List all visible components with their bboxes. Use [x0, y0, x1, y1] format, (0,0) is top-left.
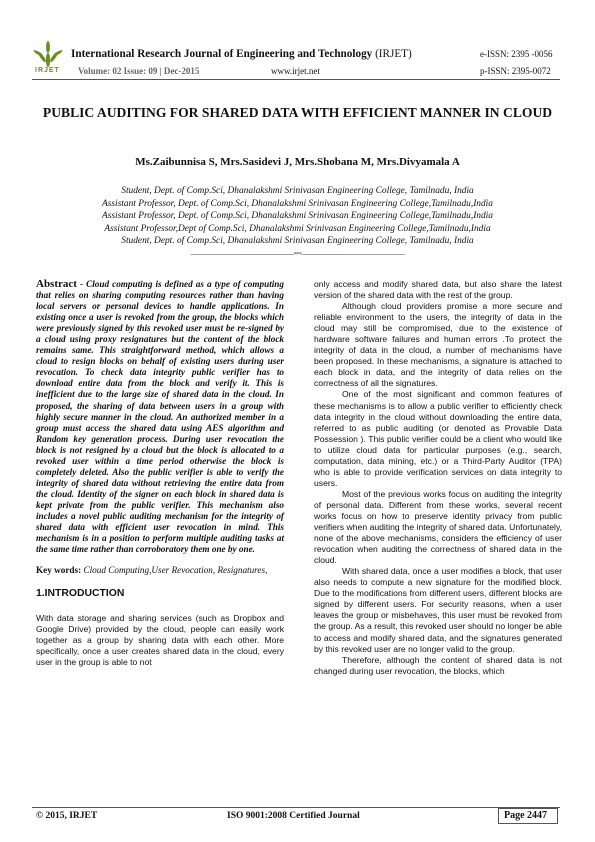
- affiliation-line: Student, Dept. of Comp.Sci, Dhanalakshmi Srinivasan Engineering College, Tamilnadu, India: [121, 236, 474, 247]
- body-paragraph: Although cloud providers promise a more secure and reliable environment to the users, the integrity of data in the cloud may still be compromised, due to the existence of hardware software failures and human errors .To protect the integrity of data in the cloud, a number of mechanisms have been proposed. In these mechanisms, a signature is attached to each block in data, and the integrity of data relies on the correctness of all the signatures.: [314, 301, 562, 389]
- logo-text: IRJET: [35, 67, 60, 74]
- abstract: [36, 279, 284, 555]
- journal-header: [0, 0, 595, 78]
- footer-iso: ISO 9001:2008 Certified Journal: [227, 811, 360, 821]
- journal-name: International Research Journal of Engineering and Technology: [71, 48, 373, 60]
- journal-website: www.irjet.net: [271, 66, 320, 76]
- keywords-text: Cloud Computing,User Revocation, Resignatures,: [81, 565, 268, 576]
- keywords-label: Key words:: [36, 565, 82, 576]
- section-heading-introduction: 1.INTRODUCTION: [36, 588, 125, 600]
- p-issn: p-ISSN: 2395-0072: [480, 66, 551, 76]
- body-paragraph: With shared data, once a user modifies a block, that user also needs to compute a new signature for the modified block. Due to the modifications from different users, different blocks are signed by different users. For security reasons, when a user leaves the group or misbehaves, this user must be revoked from the group. As a result, this revoked user should no longer be able to access and modify shared data, and the signatures generated by this revoked user are no longer valid to the group.: [314, 566, 562, 654]
- affiliation-line: Student, Dept. of Comp.Sci, Dhanalakshmi Srinivasan Engineering College, Tamilnadu, India: [121, 186, 474, 196]
- affiliations: [40, 185, 555, 248]
- affiliation-line: Assistant Professor,Dept of Comp.Sci, Dhanalakshmi Srinivasan Engineering College,Tamilnadu,India: [104, 223, 491, 234]
- section-separator: ---------------------------------------------------------------------***---------------------------------------------------------------------: [190, 252, 405, 258]
- affiliation-line: Assistant Professor, Dept. of Comp.Sci, Dhanalakshmi Srinivasan Engineering College,Tamilnadu,India: [102, 198, 493, 209]
- abstract-label: Abstract: [36, 278, 77, 290]
- page-number: Page 2447: [504, 810, 548, 821]
- body-paragraph: One of the most significant and common features of these mechanisms is to allow a public verifier to efficiently check data integrity in the cloud without downloading the entire data, referred to as public auditing (or denoted as Provable Data Possession ). This public verifier could be a client who would like to utilize cloud data for particular purposes (e.g., search, computation, data mining, etc.) or a Third-Party Auditor (TPA) who is able to provide verification services on data integrity to users.: [314, 389, 562, 488]
- body-paragraph: Most of the previous works focus on auditing the integrity of personal data. Different from these works, several recent works focus on how to preserve identity privacy from public verifiers when auditing the integrity of shared data. Unfortunately, none of the above mechanisms, considers the efficiency of user revocation when auditing the correctness of shared data in the cloud.: [314, 488, 562, 566]
- body-paragraph: Therefore, although the content of shared data is not changed during user revocation, the blocks, which: [314, 654, 562, 676]
- header-divider: [32, 79, 560, 80]
- footer-copyright: © 2015, IRJET: [36, 811, 98, 821]
- e-issn: e-ISSN: 2395 -0056: [480, 49, 553, 59]
- irjet-logo-icon: [33, 40, 63, 68]
- footer-divider: [32, 807, 560, 808]
- affiliation-line: Assistant Professor, Dept. of Comp.Sci, Dhanalakshmi Srinivasan Engineering College,Tamilnadu,India: [102, 211, 493, 222]
- journal-abbr: (IRJET): [375, 48, 412, 60]
- body-paragraph: only access and modify shared data, but also share the latest version of the shared data with the rest of the group.: [314, 279, 562, 301]
- volume-issue: Volume: 02 Issue: 09 | Dec-2015: [78, 66, 200, 76]
- paper-title: PUBLIC AUDITING FOR SHARED DATA WITH EFFICIENT MANNER IN CLOUD: [42, 105, 553, 120]
- abstract-text: - Cloud computing is defined as a type of computing that relies on sharing computing resources rather than having local servers or personal devices to handle applications. In existing once a user is revoked from the group, the blocks which were previously signed by this revoked user must be re-signed by a cloud using proxy resignatures but the content of the block remains same. This straightforward method, which allows a cloud to resign blocks on behalf of existing users during user revocation. To check data integrity public verifier has to download entire data from the block and verify it. This is inefficient due to the large size of shared data in the cloud. In proposed, the sharing of data between users in a group with highly secure manner in the cloud. An authorized member in a group must access the shared data using AES algorithm and Random key generation process. During user revocation the block is not resigned by a cloud but the block is allocated to a revoked user within a time period otherwise the block is completely deleted. Also the public verifier is able to verify the integrity of shared data without retrieving the entire data from the cloud. Identity of the signer on each block in shared data is kept private from the public verifier. This mechanism also includes a novel public auditing mechanism for the integrity of shared data with efficient user revocation in mind. This mechanism is in a position to perform multiple auditing tasks at the same time rather than corroboratory them one by one.: [36, 279, 284, 555]
- right-column: [314, 279, 562, 677]
- journal-title: [71, 48, 412, 60]
- paper-authors: Ms.Zaibunnisa S, Mrs.Sasidevi J, Mrs.Shobana M, Mrs.Divyamala A: [135, 156, 460, 168]
- left-column: [36, 279, 284, 669]
- intro-paragraph: With data storage and sharing services (such as Dropbox and Google Drive) provided by the cloud, people can easily work together as a group by sharing data with each other. More specifically, once a user creates shared data in the cloud, every user in the group is able to not: [36, 613, 284, 668]
- keywords: [36, 565, 284, 576]
